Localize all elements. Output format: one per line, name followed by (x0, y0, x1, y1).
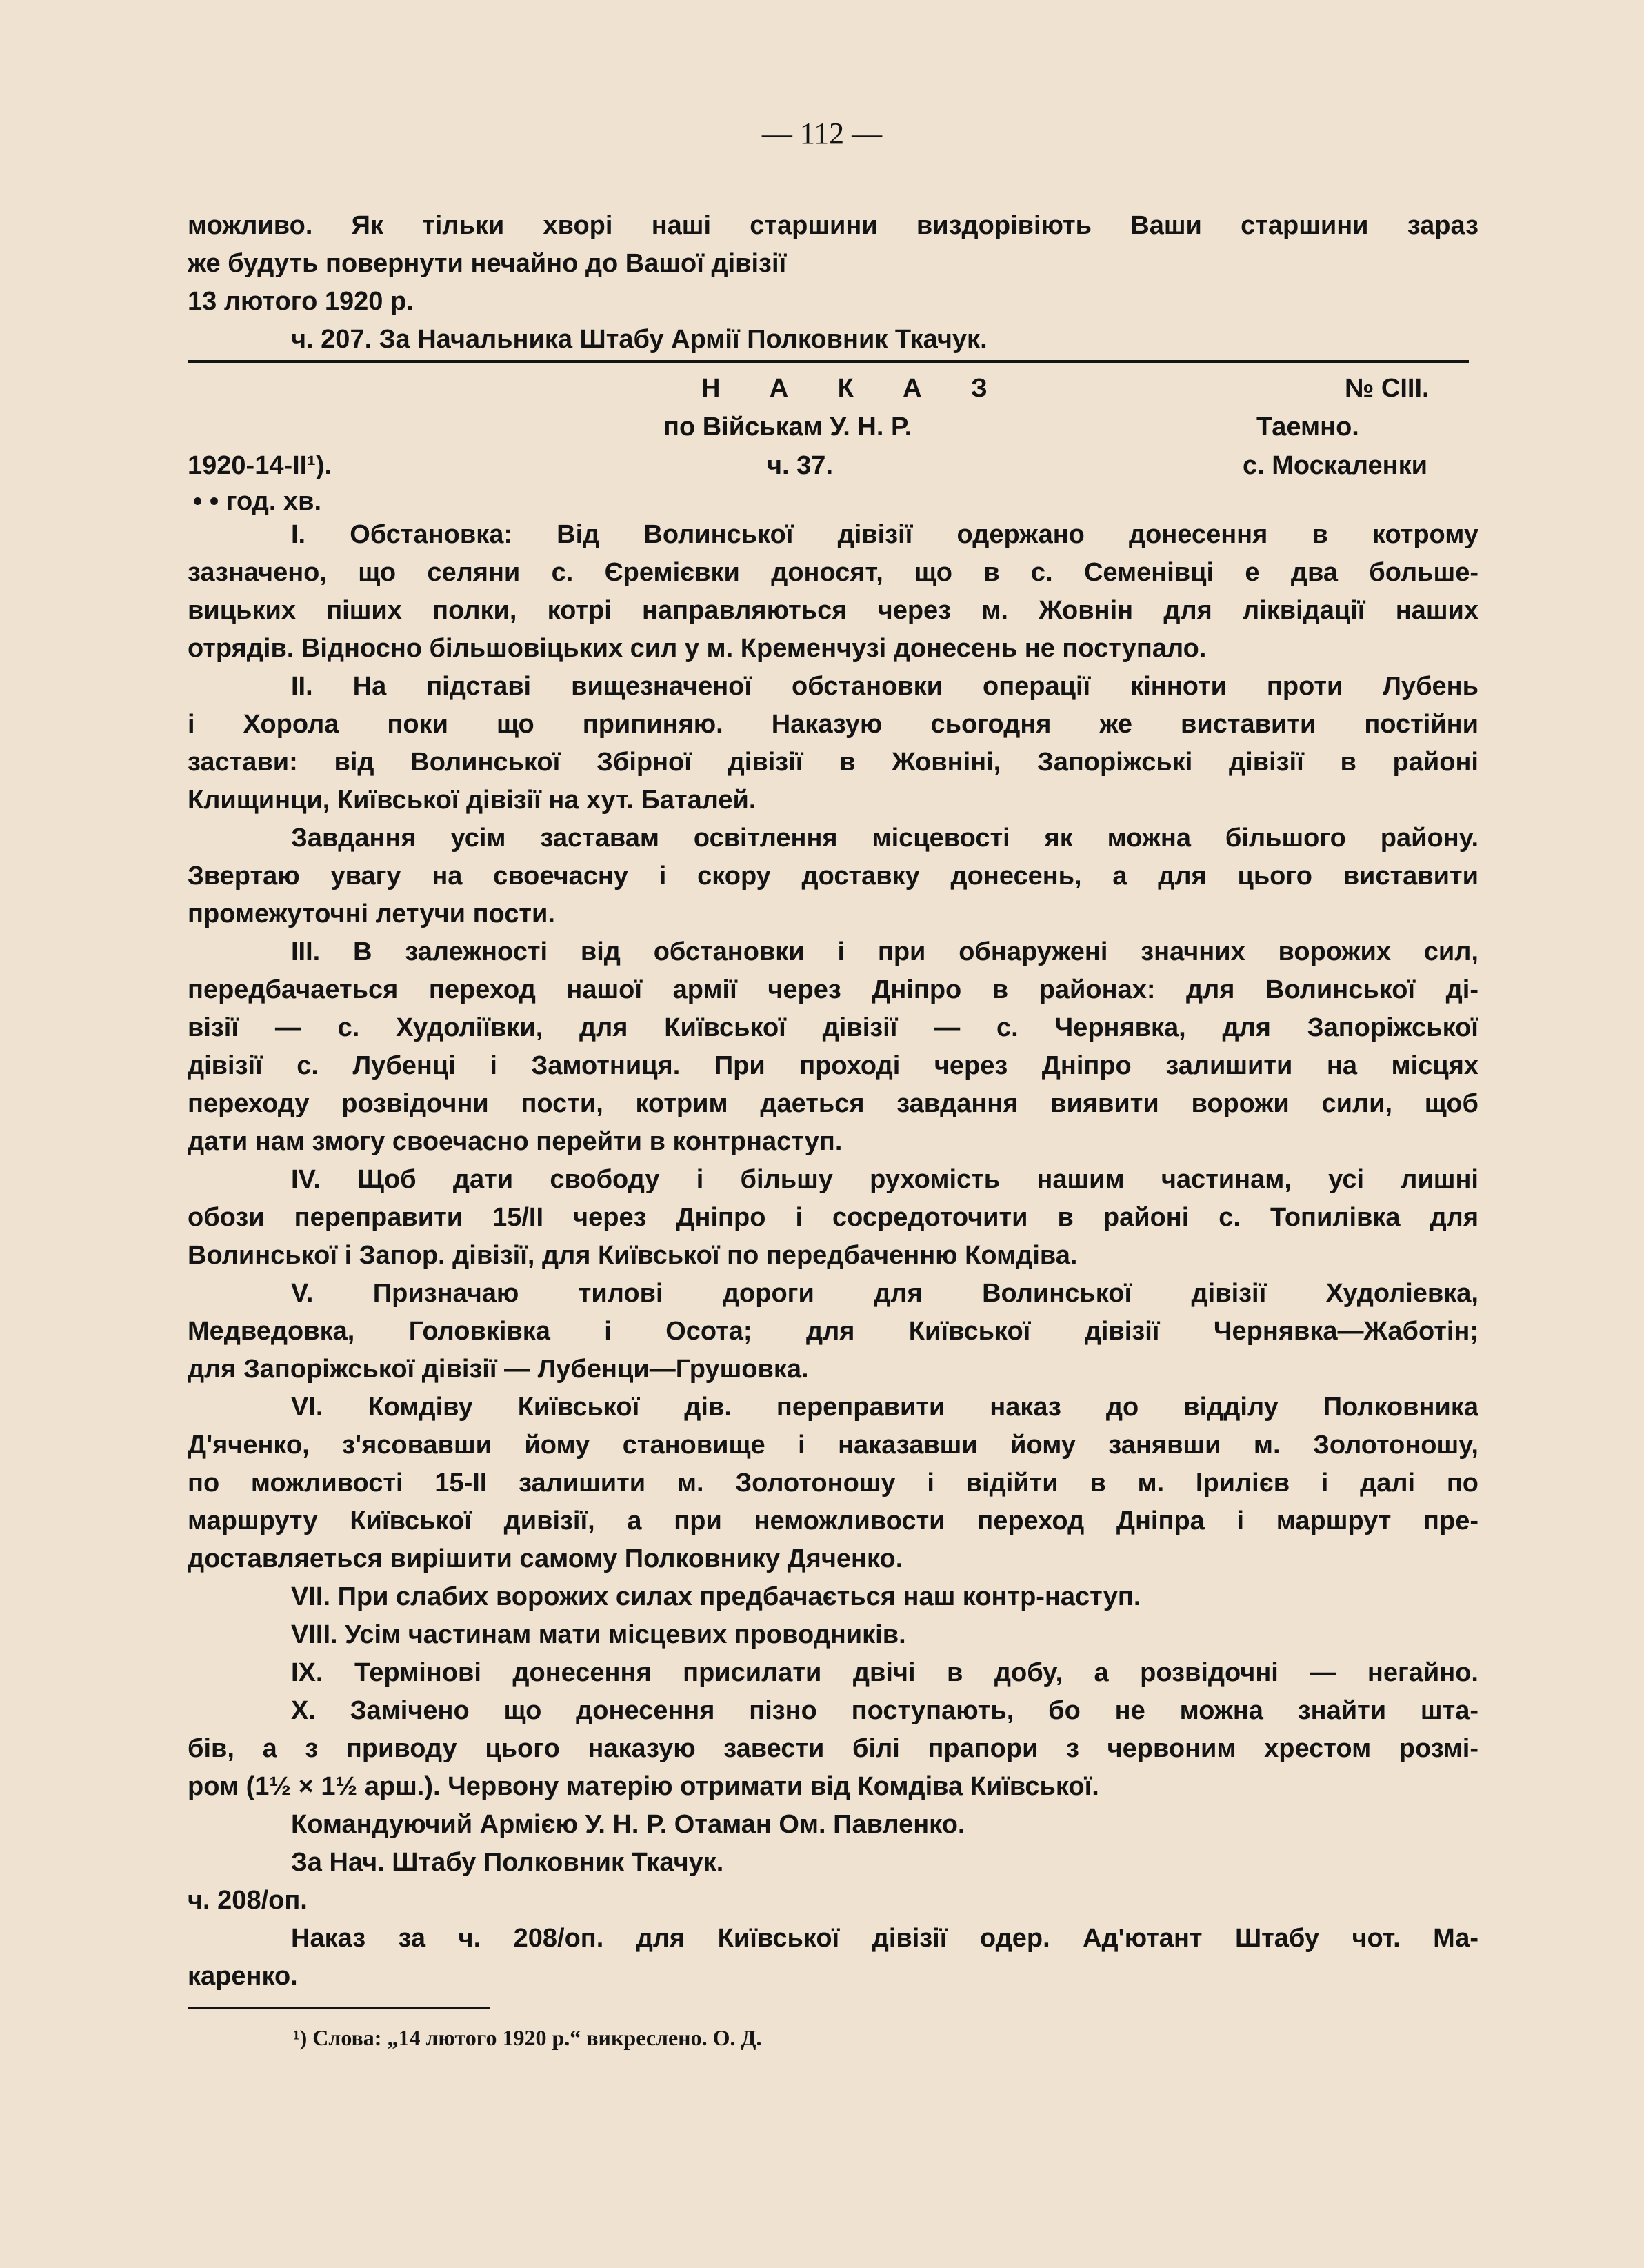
body-line: бів, а з приводу цього наказую завести білі прапори з червоним хрестом розмі- (188, 1734, 1478, 1763)
order-header-row-1 (188, 370, 1478, 408)
order-title: Н А К А З (701, 374, 1009, 403)
body-line: промежуточні летучи пости. (188, 899, 555, 928)
body-line: для Запоріжської дівізії — Лубенци—Грушовка. (188, 1355, 809, 1384)
body-line: VІ. Комдіву Київської дів. переправити наказ до відділу Полковника (291, 1393, 1478, 1422)
intro-line: можливо. Як тільки хворі наші старшини виздорівіють Ваши старшини зараз (188, 211, 1478, 240)
body-line: вицьких піших полки, котрі направляються через м. Жовнін для ліквідації наших (188, 596, 1478, 625)
body-line: Д'яченко, з'ясовавши йому становище і наказавши йому занявши м. Золотоношу, (188, 1431, 1478, 1460)
order-header-row-4 (188, 483, 1478, 521)
body-line: зазначено, що селяни с. Єремієвки доносят, що в с. Семенівці е два больше- (188, 558, 1478, 587)
body-line: переходу розвідочни пости, котрим даеться завдання виявити ворожи сили, щоб (188, 1089, 1478, 1118)
body-line: І. Обстановка: Від Волинської дівізії одержано донесення в котрому (291, 520, 1478, 549)
body-line: ром (1½ × 1½ арш.). Червону матерію отримати від Комдіва Київської. (188, 1772, 1099, 1801)
order-date: 1920-14-ІІ¹). (188, 451, 332, 480)
body-line: візії — с. Худоліївки, для Київської дівізії — с. Чернявка, для Запоріжської (188, 1013, 1478, 1042)
body-line: V. Призначаю тилові дороги для Волинської дівізії Худоліевка, (291, 1279, 1478, 1308)
order-place: с. Москаленки (1243, 451, 1428, 480)
body-line: Наказ за ч. 208/оп. для Київської дівізії одер. Ад'ютант Штабу чот. Ма- (291, 1924, 1478, 1953)
body-line: доставляеться вирішити самому Полковнику Дяченко. (188, 1544, 903, 1573)
body-line: VІІІ. Усім частинам мати місцевих проводників. (291, 1620, 906, 1649)
body-line: ІХ. Термінові донесення присилати двічі в добу, а розвідочні — негайно. (291, 1658, 1478, 1687)
body-line: каренко. (188, 1962, 298, 1991)
order-number: № CIII. (1345, 374, 1430, 403)
order-ch: ч. 37. (767, 451, 834, 480)
body-line: ІІ. На підставі вищезначеної обстановки операції кінноти проти Лубень (291, 672, 1478, 701)
body-line: застави: від Волинської Збірної дівізії в Жовніні, Запоріжські дівізії в районі (188, 748, 1478, 777)
body-line: ІV. Щоб дати свободу і більшу рухомість нашим частинам, усі лишні (291, 1165, 1478, 1194)
footnote: ¹) Слова: „14 лютого 1920 р.“ викреслено. О. Д. (293, 2025, 762, 2050)
body-line: Завдання усім заставам освітлення місцевості як можна більшого району. (291, 824, 1478, 853)
section-divider (188, 360, 1469, 363)
body-line: ч. 208/оп. (188, 1886, 308, 1915)
body-line: За Нач. Штабу Полковник Ткачук. (291, 1848, 724, 1877)
date-line: 13 лютого 1920 р. (188, 287, 414, 316)
body-line: Клищинци, Київської дівізії на хут. Баталей. (188, 786, 756, 815)
body-line: і Хорола поки що припиняю. Наказую сьогодня же виставити постійни (188, 710, 1478, 739)
intro-line: же будуть повернути нечайно до Вашої дівізії (188, 249, 787, 278)
intro-block (188, 207, 1478, 359)
body-line: маршруту Київської дивізії, а при неможливости переход Дніпра і маршрут пре- (188, 1506, 1478, 1535)
body-line: дати нам змогу своечасно перейти в контрнаступ. (188, 1127, 843, 1156)
body-line: VІІ. При слабих ворожих силах предбачається наш контр-наступ. (291, 1582, 1141, 1611)
body-line: по можливості 15-ІІ залишити м. Золотоношу і відійти в м. Ірилієв і далі по (188, 1469, 1478, 1498)
body-line: Командуючий Армією У. Н. Р. Отаман Ом. Павленко. (291, 1810, 965, 1839)
order-header-row-3 (188, 447, 1478, 485)
body-line: обози переправити 15/ІІ через Дніпро і сосредоточити в районі с. Топилівка для (188, 1203, 1478, 1232)
order-time: • • год. хв. (193, 487, 322, 516)
order-header-row-2 (188, 408, 1478, 446)
signature-line: ч. 207. За Начальника Штабу Армії Полковник Ткачук. (291, 325, 988, 354)
body-line: дівізії с. Лубенці і Замотниця. При проході через Дніпро залишити на місцях (188, 1051, 1478, 1080)
body-line: ІІІ. В залежності від обстановки і при обнаружені значних ворожих сил, (291, 937, 1478, 966)
body-line: Звертаю увагу на своечасну і скору доставку донесень, а для цього виставити (188, 862, 1478, 891)
body-line: Волинської і Запор. дівізії, для Київської по передбаченню Комдіва. (188, 1241, 1078, 1270)
body-line: Медведовка, Головківка і Осота; для Київської дівізії Чернявка—Жаботін; (188, 1317, 1478, 1346)
page-number: — 112 — (761, 117, 883, 150)
body-line: передбачаеться переход нашої армії через Дніпро в районах: для Волинської ді- (188, 975, 1478, 1004)
body-line: Х. Замічено що донесення пізно поступають, бо не можна знайти шта- (291, 1696, 1478, 1725)
secrecy-mark: Таемно. (1256, 412, 1359, 441)
body-line: отрядів. Відносно більшовіцьких сил у м. Кременчузі донесень не поступало. (188, 634, 1207, 663)
order-subtitle: по Військам У. Н. Р. (663, 412, 912, 441)
footnote-divider (188, 2007, 490, 2009)
order-body (188, 516, 1478, 1996)
